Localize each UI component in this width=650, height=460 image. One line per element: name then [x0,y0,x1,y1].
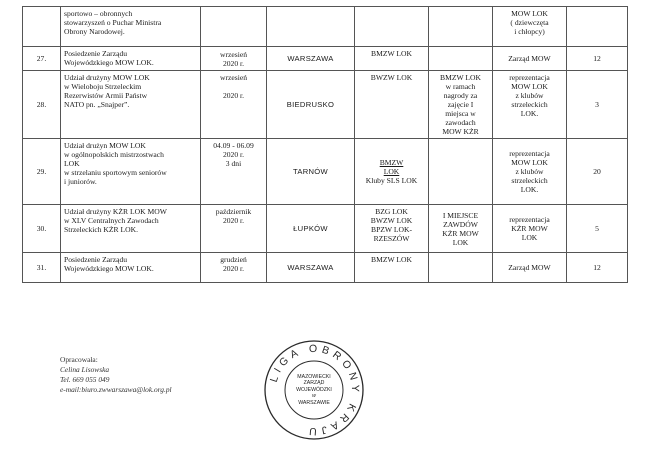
event-place-text: BIEDRUSKO [286,100,335,109]
author-name: Celina Lisowska [60,365,110,374]
participants-line: MOW LOK [511,82,548,91]
result-line: zawodach [445,118,476,127]
event-name-line: NATO pn. „Snajper”. [64,100,130,109]
stamp-ring-text: LIGA OBRONY KRAJU [267,342,362,438]
organizer-line: BPZW LOK- [371,225,412,234]
row-number-text: 27. [36,54,47,63]
event-name [61,71,201,139]
event-date-line: grudzień [220,255,247,264]
author-email: e-mail:biuro.zwwarszawa@lok.org.pl [60,385,172,394]
result-line: MOW KŻR [442,127,479,136]
participant-count [567,253,628,283]
event-date-line: październik [215,207,252,216]
participants [493,139,567,205]
row-number-text: 30. [36,224,47,233]
participant-count-text: 20 [593,167,601,176]
event-place-text: WARSZAWA [287,54,334,63]
participant-count [567,7,628,47]
result-line: KŻR MOW [442,228,479,238]
event-date [201,71,267,139]
participants-line: Zarząd MOW [508,54,551,63]
event-name-line: Wojewódzkiego MOW LOK. [64,264,154,273]
organizer [355,7,429,47]
row-number [23,47,61,71]
event-date-line: 3 dni [225,159,242,168]
organizer-line: BWZW LOK [370,73,413,82]
event-place-text: TARNÓW [293,167,328,176]
result-line: BMZW LOK [440,73,481,82]
official-stamp [262,338,366,442]
participants-line: KŻR MOW [511,224,548,233]
organizer [355,253,429,283]
result-line: LOK [452,237,469,247]
event-name-line: Obrony Narodowej. [64,27,125,36]
participants [493,7,567,47]
participants [493,253,567,283]
event-name [61,7,201,47]
stamp-line-3: WOJEWÓDZKI [296,386,332,393]
prepared-by-block [60,355,172,395]
participants-line: strzeleckich [511,100,548,109]
result-line: ZAWDÓW [443,219,478,229]
participants-line: LOK [521,233,538,242]
event-place [267,205,355,253]
participants-line: ( dziewczęta [510,18,549,27]
event-date-line: 04.09 - 06.09 [213,141,254,150]
participant-count [567,205,628,253]
organizer [355,139,429,205]
participant-count-text: 5 [595,224,599,233]
organizer [355,47,429,71]
event-date [201,139,267,205]
event-name-line: LOK [64,159,80,168]
row-number-text: 31. [36,263,47,272]
result-line: w ramach [445,82,476,91]
event-date [201,253,267,283]
table-row [23,139,628,205]
stamp-line-4: w [312,393,316,400]
result [429,71,493,139]
author-phone: Tel. 669 055 049 [60,375,110,384]
event-place [267,139,355,205]
event-date-line: 2020 r. [222,58,245,68]
organizer-line: Kluby SLS LOK [365,176,418,185]
event-date-line: 2020 r. [222,264,245,273]
event-date [201,205,267,253]
event-name-line: stowarzyszeń o Puchar Ministra [64,18,162,27]
event-date [201,7,267,47]
stamp-line-2: ZARZĄD [303,380,325,387]
organizer-line: BMZW LOK [371,49,412,58]
row-number-text: 29. [36,167,47,176]
organizer-line: BMZW [379,158,404,167]
row-number-text: 28. [36,100,47,109]
participants-line: i chłopcy) [514,27,545,36]
row-number [23,139,61,205]
organizer-line: BMZW LOK [371,255,412,264]
event-name-line: Udział drużyny MOW LOK [64,73,150,82]
result [429,205,493,253]
stamp-line-5: WARSZAWIE [298,399,330,406]
participant-count-text: 3 [595,100,599,109]
event-place-text: WARSZAWA [287,263,334,272]
event-date-line [204,82,263,91]
event-date-line: wrzesień [220,73,247,82]
event-name-line: w XLV Centralnych Zawodach [64,216,159,225]
result-line: I MIEJSCE [442,210,479,220]
organizer [355,205,429,253]
table-row [23,205,628,253]
organizer [355,71,429,139]
event-name-line: w strzelaniu sportowym seniorów [64,168,167,177]
participants-line: MOW LOK [511,9,548,18]
table-row [23,71,628,139]
row-number [23,253,61,283]
result [429,139,493,205]
participants [493,47,567,71]
row-number [23,205,61,253]
stamp-center-text [262,338,366,442]
participant-count [567,139,628,205]
organizer-line: BZG LOK [375,207,408,216]
row-number [23,7,61,47]
event-name-line: w Wieloboju Strzeleckim [64,82,142,91]
event-date-line: 2020 r. [222,150,245,159]
prepared-by-label: Opracowała: [60,355,98,364]
event-place [267,47,355,71]
participants-line: reprezentacja [509,73,550,82]
table-row [23,253,628,283]
result [429,47,493,71]
participants-line: strzeleckich [511,176,548,185]
participant-count [567,47,628,71]
table-row [23,47,628,71]
event-name-line: sportowo – obronnych [64,9,133,18]
participants-line: LOK. [520,109,539,118]
organizer-line: BWZW LOK [370,216,413,225]
participant-count [567,71,628,139]
event-place [267,7,355,47]
result [429,7,493,47]
participant-count-text: 12 [593,263,601,272]
event-name-line: Udział drużyny KŻR LOK MOW [64,207,167,216]
participants-line: z klubów [515,167,544,176]
events-table [22,6,628,283]
event-name [61,139,201,205]
participants [493,205,567,253]
event-place [267,253,355,283]
event-name [61,47,201,71]
participants [493,71,567,139]
event-name-line: Posiedzenie Zarządu [64,49,128,58]
event-name-line: i juniorów. [64,177,97,186]
result-line: nagrody za [443,91,478,100]
result-line: zajęcie I [447,100,474,109]
event-name-line: Udział drużyn MOW LOK [64,141,146,150]
event-place-text: ŁUPKÓW [293,224,328,233]
organizer-line: LOK [383,167,400,176]
participants-line: reprezentacja [509,215,550,224]
participants-line: LOK. [520,185,539,194]
event-name-line: Posiedzenie Zarządu [64,255,128,264]
table-row [23,7,628,47]
event-date-line: wrzesień [220,49,247,59]
organizer-line: RZESZÓW [373,234,410,243]
participants-line: MOW LOK [511,158,548,167]
event-name-line: w ogólnopolskich mistrzostwach [64,150,164,159]
event-place [267,71,355,139]
event-name-line: Wojewódzkiego MOW LOK. [64,58,154,67]
result-line: miejsca w [445,109,476,118]
event-name-line: Strzeleckich KŻR LOK. [64,225,139,234]
result [429,253,493,283]
event-name [61,253,201,283]
participants-line: z klubów [515,91,544,100]
event-name-line: Rezerwistów Armii Państw [64,91,148,100]
participants-line: Zarząd MOW [508,263,551,272]
stamp-line-1: MAZOWIECKI [297,373,331,380]
event-date-line: 2020 r. [222,91,245,100]
event-date-line: 2020 r. [222,216,245,225]
participant-count-text: 12 [593,54,601,63]
event-name [61,205,201,253]
participants-line: reprezentacja [509,149,550,158]
row-number [23,71,61,139]
event-date [201,47,267,71]
